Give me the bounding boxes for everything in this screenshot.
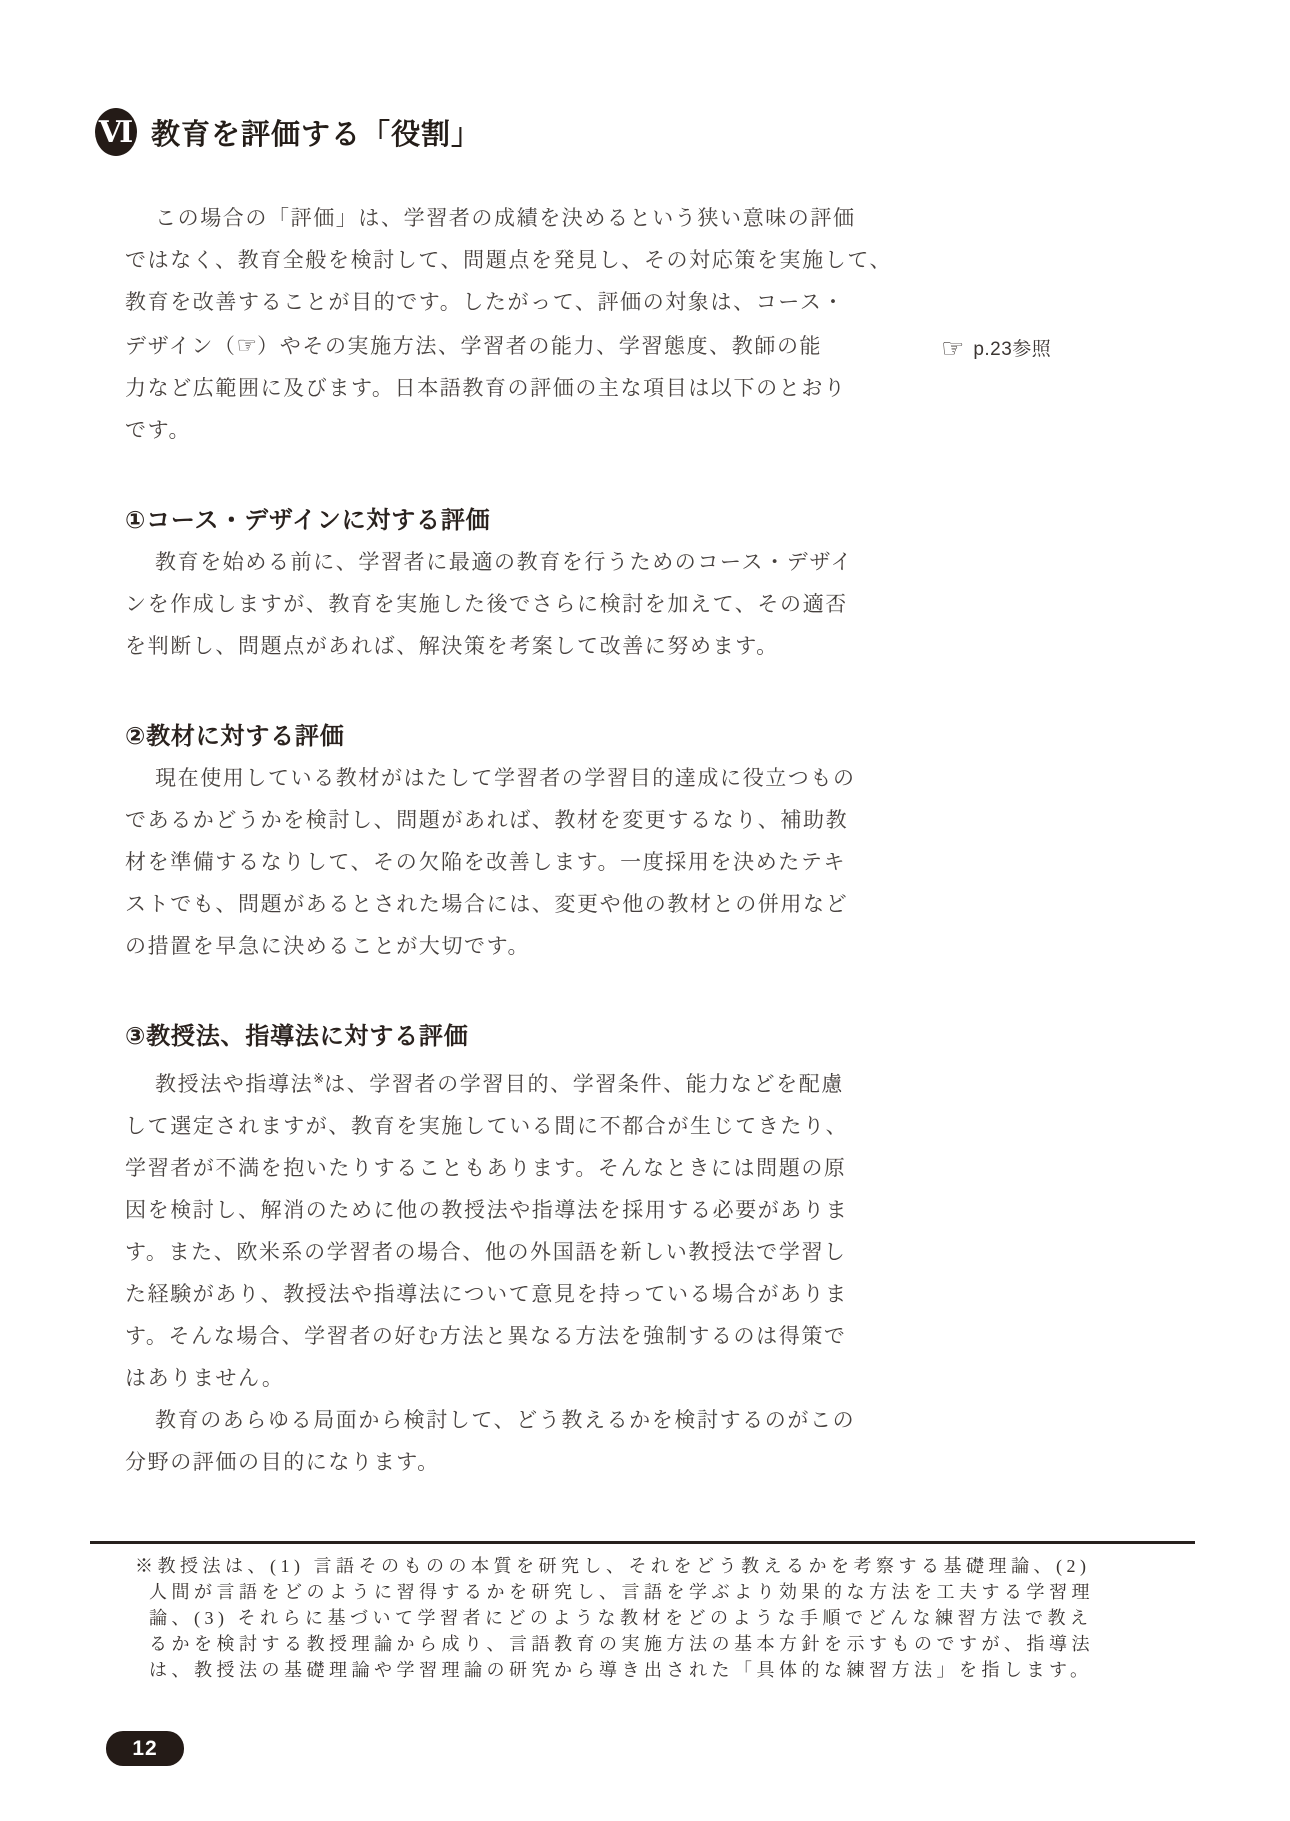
text-line: 因を検討し、解消のために他の教授法や指導法を採用する必要がありま xyxy=(125,1199,849,1222)
text-line: 分野の評価の目的になります。 xyxy=(125,1451,440,1474)
text-line: であるかどうかを検討し、問題があれば、教材を変更するなり、補助教 xyxy=(125,809,849,832)
section-heading: ①コース・デザインに対する評価 xyxy=(125,507,491,534)
margin-reference-note xyxy=(941,334,1051,361)
text-line: 力など広範囲に及びます。日本語教育の評価の主な項目は以下のとおり xyxy=(125,377,847,400)
text-line: の措置を早急に決めることが大切です。 xyxy=(125,935,531,958)
text-segment: は、学習者の学習目的、学習条件、能力などを配慮 xyxy=(324,1073,844,1096)
section-teaching-method-evaluation xyxy=(125,1016,885,1484)
text-line: す。そんな場合、学習者の好む方法と異なる方法を強制するのは得策で xyxy=(125,1325,847,1348)
page-title: 教育を評価する「役割」 xyxy=(151,118,482,151)
text-line: 教育を始める前に、学習者に最適の教育を行うためのコース・デザイ xyxy=(155,551,854,574)
text-line: 学習者が不満を抱いたりすることもあります。そんなときには問題の原 xyxy=(125,1157,847,1180)
text-line: す。また、欧米系の学習者の場合、他の外国語を新しい教授法で学習し xyxy=(125,1241,847,1264)
page-number-badge: 12 xyxy=(106,1731,184,1766)
section-teaching-materials-evaluation xyxy=(125,716,885,968)
margin-note-text: p.23参照 xyxy=(973,339,1052,360)
section-course-design-evaluation xyxy=(125,500,885,668)
pointing-hand-icon: ☞ xyxy=(941,332,965,363)
text-line: た経験があり、教授法や指導法について意見を持っている場合がありま xyxy=(125,1283,848,1306)
footnote xyxy=(135,1553,1225,1683)
text-segment: ）やその実施方法、学習者の能力、学習態度、教師の能 xyxy=(257,335,823,358)
text-line: はありません。 xyxy=(125,1367,285,1390)
footnote-line: るかを検討する教授理論から成り、言語教育の実施方法の基本方針を示すものですが、指導法 xyxy=(149,1634,1094,1654)
text-segment: デザイン（ xyxy=(125,335,237,358)
text-line: 材を準備するなりして、その欠陥を改善します。一度採用を決めたテキ xyxy=(125,851,847,874)
footnote-divider xyxy=(90,1541,1195,1544)
section-heading: ②教材に対する評価 xyxy=(125,723,345,750)
footnote-line: は、教授法の基礎理論や学習理論の研究から導き出された「具体的な練習方法」を指します。 xyxy=(149,1660,1093,1680)
section-heading: ③教授法、指導法に対する評価 xyxy=(125,1023,469,1050)
text-line: ではなく、教育全般を検討して、問題点を発見し、その対応策を実施して、 xyxy=(125,249,893,272)
text-line: 教育を改善することが目的です。したがって、評価の対象は、コース・ xyxy=(125,291,846,314)
text-line: ストでも、問題があるとされた場合には、変更や他の教材との併用など xyxy=(125,893,849,916)
footnote-line: 論、(3) それらに基づいて学習者にどのような教材をどのような手順でどんな練習方法で教え xyxy=(149,1608,1093,1628)
text-line xyxy=(125,1058,885,1106)
text-line: 現在使用している教材がはたして学習者の学習目的達成に役立つもの xyxy=(155,767,856,790)
text-line: ンを作成しますが、教育を実施した後でさらに検討を加えて、その適否 xyxy=(125,593,848,616)
text-line: して選定されますが、教育を実施している間に不都合が生じてきたり、 xyxy=(125,1115,849,1138)
text-segment: 教授法や指導法 xyxy=(155,1073,314,1096)
intro-paragraph xyxy=(125,198,893,452)
footnote-line: 人間が言語をどのように習得するかを研究し、言語を学ぶより効果的な方法を工夫する学習理 xyxy=(149,1582,1094,1602)
footnote-line: ※教授法は、(1) 言語そのものの本質を研究し、それをどう教えるかを考察する基礎理論、(2) xyxy=(135,1556,1091,1576)
text-line: 教育のあらゆる局面から検討して、どう教えるかを検討するのがこの xyxy=(155,1409,856,1432)
text-line: を判断し、問題点があれば、解決策を考案して改善に努めます。 xyxy=(125,635,779,658)
footnote-reference-mark: ※ xyxy=(313,1071,325,1086)
text-line: です。 xyxy=(125,419,192,442)
body-text-column xyxy=(125,198,893,1484)
text-line: この場合の「評価」は、学習者の成績を決めるという狭い意味の評価 xyxy=(155,207,856,230)
pointing-hand-inline-icon: ☞ xyxy=(236,332,258,358)
chapter-number-badge: Ⅵ xyxy=(95,108,137,156)
section-header xyxy=(95,108,481,156)
text-line xyxy=(125,324,885,368)
